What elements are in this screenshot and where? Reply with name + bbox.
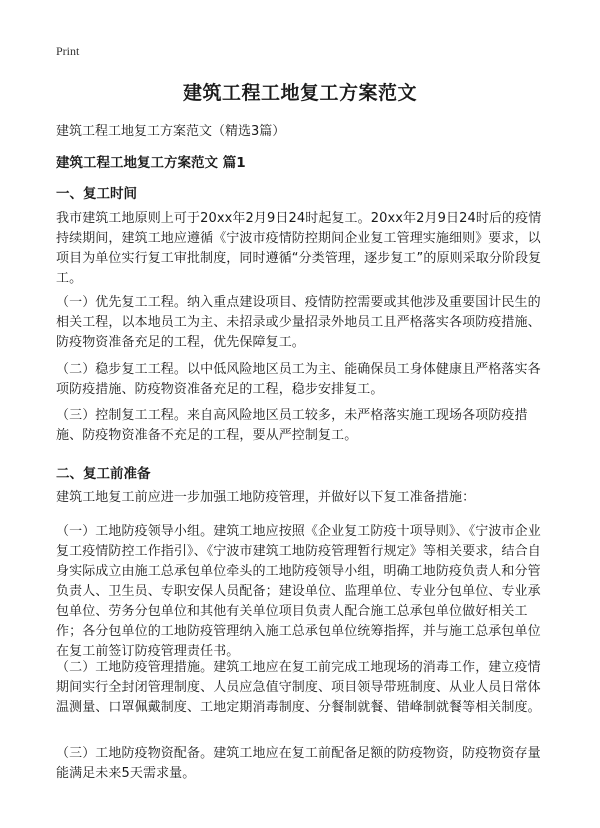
- paragraph: （二）工地防疫管理措施。建筑工地应在复工前完成工地现场的消毒工作，建立疫情期间实行全封闭管理制度、人员应急值守制度、项目领导带班制度、从业人员日常体温测量、口罩佩戴制度、工地定期消毒制度、分餐制就餐、错峰制就餐等相关制度。: [56, 660, 541, 715]
- section-heading-preparation: 二、复工前准备: [56, 466, 151, 482]
- document-title: 建筑工程工地复工方案范文: [182, 82, 417, 104]
- document-subtitle: 建筑工程工地复工方案范文（精选3篇）: [56, 124, 286, 139]
- paragraph: （二）稳步复工工程。以中低风险地区员工为主、能确保员工身体健康且严格落实各项防疫措施、防疫物资准备充足的工程，稳步安排复工。: [56, 362, 541, 397]
- paragraph: （三）工地防疫物资配备。建筑工地应在复工前配备足额的防疫物资，防疫物资存量能满足未来5天需求量。: [56, 746, 541, 781]
- paragraph: （一）工地防疫领导小组。建筑工地应按照《企业复工防疫十项导则》、《宁波市企业复工疫情防控工作指引》、《宁波市建筑工地防疫管理暂行规定》等相关要求，结合自身实际成立由施工总承包单位牵头的工地防疫领导小组，明确工地防疫负责人和分管负责人、卫生员、专职安保人员配备；建设单位、监理单位、专业分包单位、专业承包单位、劳务分包单位和其他有关单位项目负责人配合施工总承包单位做好相关工作；各分包单位的工地防疫管理纳入施工总承包单位统筹指挥，并与施工总承包单位在复工前签订防疫管理责任书。: [56, 524, 541, 659]
- print-link[interactable]: Print: [56, 44, 80, 58]
- paragraph: （一）优先复工工程。纳入重点建设项目、疫情防控需要或其他涉及重要国计民生的相关工程，以本地员工为主、未招录或少量招录外地员工且严格落实各项防疫措施、防疫物资准备充足的工程，优先保障复工。: [56, 295, 541, 350]
- paragraph: （三）控制复工工程。来自高风险地区员工较多，未严格落实施工现场各项防疫措施、防疫物资准备不充足的工程，要从严控制复工。: [56, 408, 528, 443]
- section-heading-resume-time: 一、复工时间: [56, 186, 137, 202]
- paragraph: 我市建筑工地原则上可于20xx年2月9日24时起复工。20xx年2月9日24时后的疫情持续期间，建筑工地应遵循《宁波市疫情防控期间企业复工管理实施细则》要求，以项目为单位实行复工审批制度，同时遵循“分类管理，逐步复工”的原则采取分阶段复工。: [56, 211, 542, 286]
- article-heading: 建筑工程工地复工方案范文 篇1: [56, 155, 246, 171]
- paragraph: 建筑工地复工前应进一步加强工地防疫管理，并做好以下复工准备措施：: [56, 490, 476, 505]
